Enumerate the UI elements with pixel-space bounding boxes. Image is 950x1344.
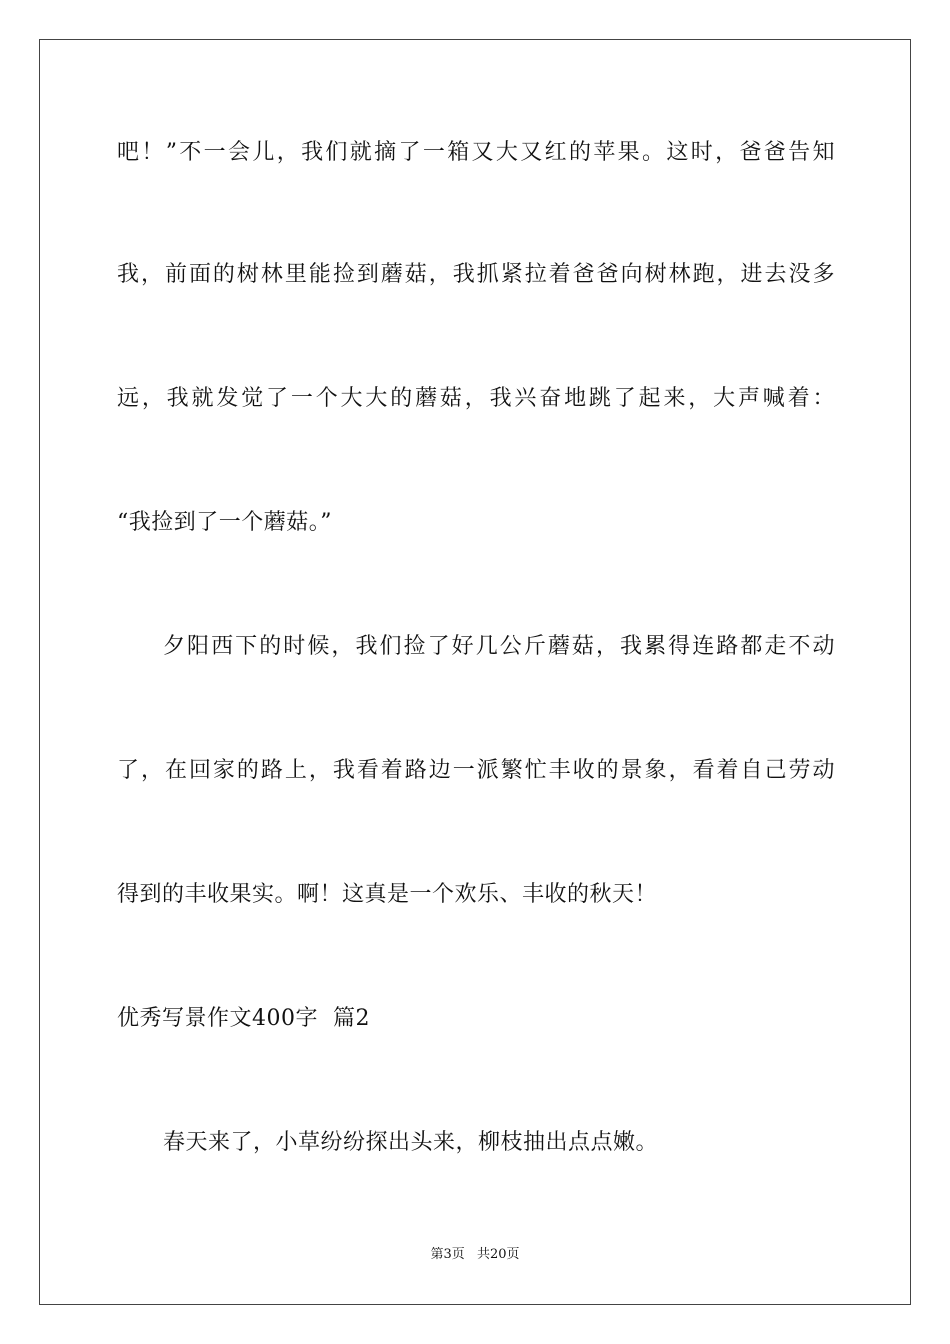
paragraph-line: 夕阳西下的时候，我们捡了好几公斤蘑菇，我累得连路都走不动 (163, 634, 835, 659)
page-number: 第3页 (430, 1247, 465, 1262)
paragraph-line: 吧！”不一会儿，我们就摘了一箱又大又红的苹果。这时，爸爸告知 (117, 140, 835, 165)
section-heading: 优秀写景作文400字 篇2 (117, 1006, 370, 1031)
paragraph-line: “我捡到了一个蘑菇。” (117, 510, 332, 535)
page-total: 共20页 (476, 1247, 520, 1262)
paragraph-line: 春天来了，小草纷纷探出头来，柳枝抽出点点嫩。 (163, 1130, 659, 1155)
paragraph-line: 了，在回家的路上，我看着路边一派繁忙丰收的景象，看着自己劳动 (117, 758, 835, 783)
paragraph-line: 我，前面的树林里能捡到蘑菇，我抓紧拉着爸爸向树林跑，进去没多 (117, 262, 835, 287)
paragraph-line: 得到的丰收果实。啊！这真是一个欢乐、丰收的秋天！ (117, 882, 658, 907)
paragraph-line: 远，我就发觉了一个大大的蘑菇，我兴奋地跳了起来，大声喊着： (117, 386, 835, 411)
page-frame (39, 39, 911, 1305)
page-footer (0, 1246, 950, 1264)
